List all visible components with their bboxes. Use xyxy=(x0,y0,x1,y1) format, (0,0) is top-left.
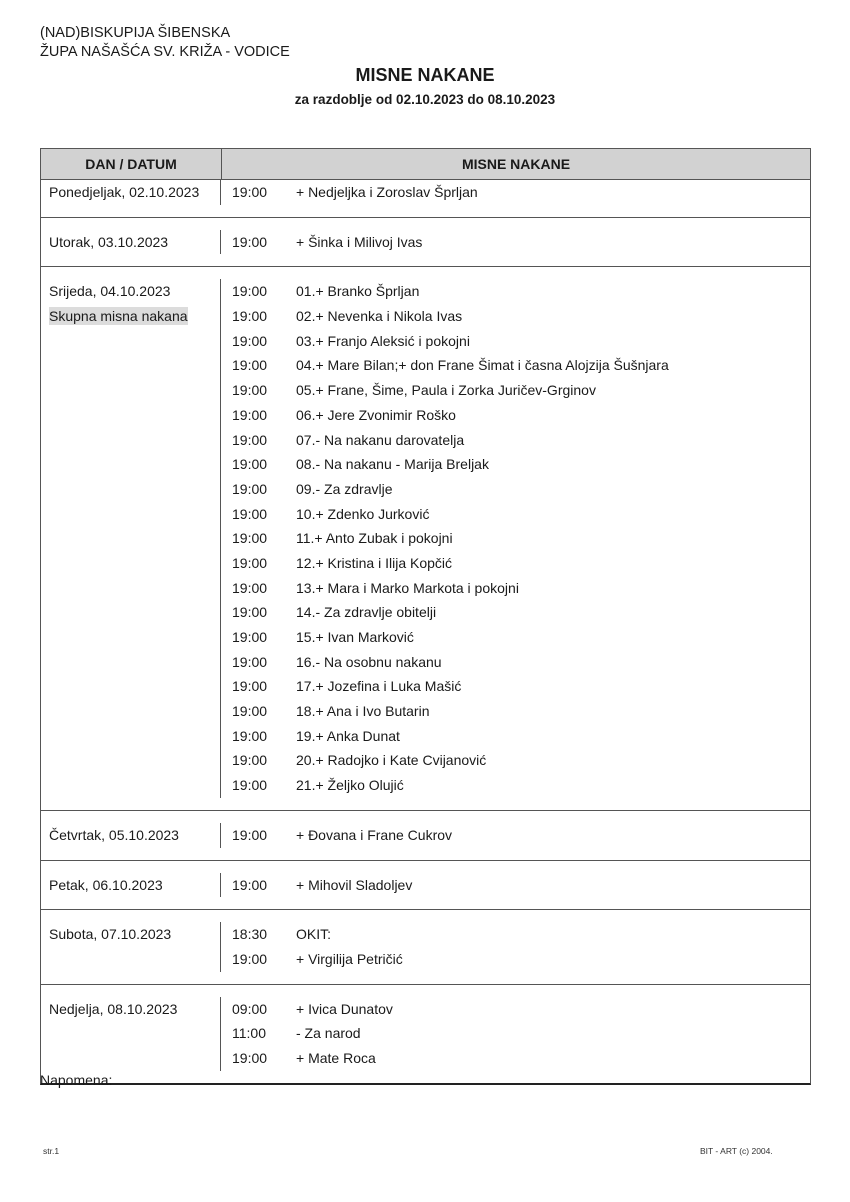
mass-intention: 05.+ Frane, Šime, Paula i Zorka Juričev-Grginov xyxy=(296,382,596,399)
mass-time: 19:00 xyxy=(232,530,268,547)
mass-time: 19:00 xyxy=(232,233,268,250)
mass-time: 19:00 xyxy=(232,876,268,893)
mass-entry xyxy=(232,724,810,749)
mass-intentions-cell xyxy=(221,873,810,898)
day-date: Utorak, 03.10.2023 xyxy=(49,233,169,250)
mass-time: 19:00 xyxy=(232,332,268,349)
mass-time: 18:30 xyxy=(232,926,268,943)
table-row xyxy=(41,811,810,861)
mass-entry xyxy=(232,674,810,699)
mass-time: 19:00 xyxy=(232,406,268,423)
mass-time: 19:00 xyxy=(232,554,268,571)
mass-intentions-cell xyxy=(221,279,810,797)
day-date: Nedjelja, 08.10.2023 xyxy=(49,1000,178,1017)
day-date: Ponedjeljak, 02.10.2023 xyxy=(49,184,200,200)
mass-time: 19:00 xyxy=(232,579,268,596)
mass-intention: 04.+ Mare Bilan;+ don Frane Šimat i časna Alojzija Šušnjara xyxy=(296,357,669,374)
mass-entry xyxy=(232,329,810,354)
mass-intentions-table xyxy=(40,148,811,1085)
mass-intention: + Mihovil Sladoljev xyxy=(296,876,413,893)
mass-intention: 01.+ Branko Šprljan xyxy=(296,283,420,300)
day-date: Srijeda, 04.10.2023 xyxy=(49,283,171,300)
mass-time: 19:00 xyxy=(232,382,268,399)
mass-intention: 14.- Za zdravlje obitelji xyxy=(296,604,437,621)
table-row xyxy=(41,180,810,218)
mass-intention: 18.+ Ana i Ivo Butarin xyxy=(296,703,430,720)
mass-entry xyxy=(232,576,810,601)
day-date: Subota, 07.10.2023 xyxy=(49,926,172,943)
day-date-cell xyxy=(41,997,221,1071)
mass-entry xyxy=(232,551,810,576)
mass-entry xyxy=(232,180,810,205)
day-date-cell xyxy=(41,230,221,255)
mass-intention: + Đovana i Frane Cukrov xyxy=(296,826,453,843)
mass-entry xyxy=(232,650,810,675)
day-date-cell xyxy=(41,873,221,898)
mass-entry xyxy=(232,922,810,947)
mass-time: 09:00 xyxy=(232,1000,268,1017)
mass-time: 19:00 xyxy=(232,678,268,695)
mass-intention: OKIT: xyxy=(296,926,332,943)
mass-intentions-cell xyxy=(221,823,810,848)
mass-time: 19:00 xyxy=(232,431,268,448)
mass-intention: 13.+ Mara i Marko Markota i pokojni xyxy=(296,579,519,596)
mass-intention: 12.+ Kristina i Ilija Kopčić xyxy=(296,554,453,571)
mass-entry xyxy=(232,773,810,798)
mass-time: 19:00 xyxy=(232,752,268,769)
mass-entry xyxy=(232,873,810,898)
mass-intention: 21.+ Željko Olujić xyxy=(296,777,404,794)
mass-time: 19:00 xyxy=(232,826,268,843)
mass-intention: 10.+ Zdenko Jurković xyxy=(296,505,430,522)
mass-entry xyxy=(232,1046,810,1071)
mass-intention: 19.+ Anka Dunat xyxy=(296,727,400,744)
mass-time: 19:00 xyxy=(232,456,268,473)
mass-entry xyxy=(232,353,810,378)
table-body xyxy=(41,180,810,1083)
mass-time: 19:00 xyxy=(232,703,268,720)
mass-entry xyxy=(232,748,810,773)
mass-intention: + Šinka i Milivoj Ivas xyxy=(296,233,423,250)
mass-time: 19:00 xyxy=(232,184,268,200)
mass-time: 11:00 xyxy=(232,1025,266,1042)
mass-entry xyxy=(232,452,810,477)
column-header-mass-intentions: MISNE NAKANE xyxy=(461,156,571,172)
mass-time: 19:00 xyxy=(232,357,268,374)
mass-entry xyxy=(232,304,810,329)
note-label: Napomena: xyxy=(40,1072,113,1088)
mass-intention: 08.- Na nakanu - Marija Breljak xyxy=(296,456,489,473)
day-date-cell xyxy=(41,279,221,797)
mass-entry xyxy=(232,230,810,255)
mass-entry xyxy=(232,477,810,502)
mass-time: 19:00 xyxy=(232,1049,268,1066)
day-note-line xyxy=(49,304,220,329)
mass-entry xyxy=(232,428,810,453)
table-row xyxy=(41,267,810,810)
day-date-cell xyxy=(41,823,221,848)
mass-time: 19:00 xyxy=(232,308,268,325)
software-credit: BIT - ART (c) 2004. xyxy=(700,1146,773,1156)
day-date-cell xyxy=(41,922,221,971)
day-note: Skupna misna nakana xyxy=(49,308,188,325)
mass-intentions-cell xyxy=(221,180,810,205)
mass-entry xyxy=(232,502,810,527)
mass-entry xyxy=(232,823,810,848)
diocese-name: (NAD)BISKUPIJA ŠIBENSKA xyxy=(40,25,231,41)
mass-entry xyxy=(232,600,810,625)
mass-intention: - Za narod xyxy=(296,1025,361,1042)
table-row xyxy=(41,218,810,268)
column-header-day-date: DAN / DATUM xyxy=(41,149,222,179)
mass-time: 19:00 xyxy=(232,604,268,621)
mass-intentions-cell xyxy=(221,997,810,1071)
mass-intentions-cell xyxy=(221,230,810,255)
mass-intention: 06.+ Jere Zvonimir Roško xyxy=(296,406,456,423)
mass-entry xyxy=(232,997,810,1022)
mass-time: 19:00 xyxy=(232,727,268,744)
table-row xyxy=(41,861,810,911)
mass-entry xyxy=(232,378,810,403)
mass-time: 19:00 xyxy=(232,505,268,522)
day-date-cell xyxy=(41,180,221,205)
mass-intention: 02.+ Nevenka i Nikola Ivas xyxy=(296,308,463,325)
mass-intention: + Mate Roca xyxy=(296,1049,376,1066)
day-date: Četvrtak, 05.10.2023 xyxy=(49,826,179,843)
mass-entry xyxy=(232,625,810,650)
mass-entry xyxy=(232,279,810,304)
mass-intention: + Nedjeljka i Zoroslav Šprljan xyxy=(296,184,478,200)
table-header xyxy=(41,148,810,180)
mass-intention: 07.- Na nakanu darovatelja xyxy=(296,431,465,448)
mass-intention: 20.+ Radojko i Kate Cvijanović xyxy=(296,752,487,769)
mass-entry xyxy=(232,1021,810,1046)
mass-entry xyxy=(232,526,810,551)
mass-time: 19:00 xyxy=(232,629,268,645)
table-row xyxy=(41,910,810,984)
day-date: Petak, 06.10.2023 xyxy=(49,876,163,893)
mass-time: 19:00 xyxy=(232,480,268,497)
mass-time: 19:00 xyxy=(232,653,268,670)
document-title: MISNE NAKANE xyxy=(355,65,495,85)
mass-entry xyxy=(232,403,810,428)
table-row xyxy=(41,985,810,1083)
mass-entry xyxy=(232,699,810,724)
mass-intention: + Ivica Dunatov xyxy=(296,1000,393,1017)
mass-time: 19:00 xyxy=(232,283,268,300)
mass-intention: 09.- Za zdravlje xyxy=(296,480,393,497)
page-number: str.1 xyxy=(43,1146,60,1156)
document-period: za razdoblje od 02.10.2023 do 08.10.2023 xyxy=(294,92,556,107)
mass-time: 19:00 xyxy=(232,777,268,794)
mass-intention: + Virgilija Petričić xyxy=(296,950,403,967)
parish-name: ŽUPA NAŠAŠĆA SV. KRIŽA - VODICE xyxy=(40,44,290,60)
mass-intention: 17.+ Jozefina i Luka Mašić xyxy=(296,678,462,695)
mass-intention: 11.+ Anto Zubak i pokojni xyxy=(296,530,453,547)
mass-entry xyxy=(232,947,810,972)
mass-intention: 03.+ Franjo Aleksić i pokojni xyxy=(296,332,470,349)
mass-intentions-cell xyxy=(221,922,810,971)
mass-intention: 16.- Na osobnu nakanu xyxy=(296,653,442,670)
mass-time: 19:00 xyxy=(232,950,268,967)
mass-intention: 15.+ Ivan Marković xyxy=(296,629,414,645)
